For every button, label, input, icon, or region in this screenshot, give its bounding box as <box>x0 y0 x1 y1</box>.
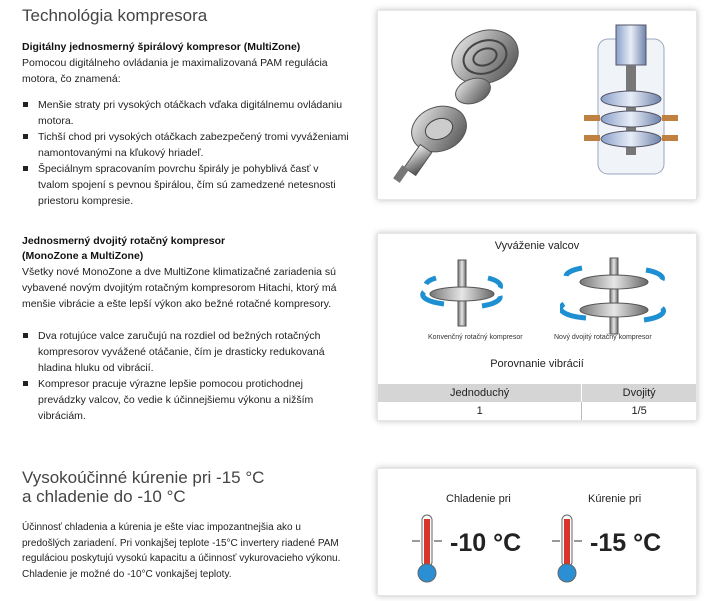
double-caption: Nový dvojitý rotačný kompresor <box>554 334 652 341</box>
vibration-table <box>378 384 696 420</box>
cooling-value: -10 °C <box>450 529 522 557</box>
double-compressor-diagram <box>560 254 670 339</box>
list-item: Dva rotujúce valce zaručujú na rozdiel od bežných rotačných kompresorov vyvážené otáčanie, čím je drasticky redukovaná hladina hluku od vibrácií. <box>22 328 352 376</box>
section1-subtitle: Digitálny jednosmerný špirálový kompresor (MultiZone) <box>22 41 301 53</box>
compressor-images-box <box>377 10 697 200</box>
conventional-caption: Konvenčný rotačný kompresor <box>428 334 523 341</box>
heating-label: Kúrenie pri <box>588 493 642 505</box>
balance-title: Vyváženie valcov <box>494 240 580 252</box>
list-item: Špeciálnym spracovaním povrchu špirály je pohyblivá časť v tvalom spojení s pevnou špirálou, čím sú zamedzené netesnosti priestoru kompresie. <box>22 161 352 209</box>
list-item: Menšie straty pri vysokých otáčkach vďaka digitálnemu ovládaniu motora. <box>22 97 352 129</box>
cooling-label: Chladenie pri <box>446 493 511 505</box>
section3-title <box>22 468 264 506</box>
vibration-compare-title: Porovnanie vibrácií <box>490 358 584 370</box>
section1-bullets <box>22 97 352 209</box>
cylinder-balance-box <box>377 233 697 421</box>
section2-bullets <box>22 328 352 424</box>
section1-intro: Pomocou digitálneho ovládania je maximalizovaná PAM regulácia motora, čo znamená: <box>22 57 328 85</box>
temperature-box <box>377 468 697 596</box>
table-cell: 1/5 <box>631 405 647 417</box>
section2-subtitle: Jednosmerný dvojitý rotačný kompresor (MonoZone a MultiZone) <box>22 235 226 262</box>
section3-title-line2: a chladenie do -10 °C <box>22 487 186 506</box>
section1-title: Technológia kompresora <box>22 6 208 25</box>
conventional-compressor-diagram <box>416 256 506 336</box>
table-cell: 1 <box>378 402 582 420</box>
thermometer-heat-icon <box>552 513 582 585</box>
section1-body <box>22 40 357 209</box>
section3-text: Účinnosť chladenia a kúrenia je ešte viac impozantnejšia ako u predošlých zariadení. Pri vonkajšej teplote -15°C invertery riadené PAM reguláciou poskytujú vysokú kapacitu a účinnosť vykurovacieho výkonu. Chladenie je možné do -10°C vonkajšej teploty. <box>22 522 341 580</box>
list-item: Kompresor pracuje výrazne lepšie pomocou protichodnej prevádzky valcov, čo vedie k účinnejšiemu výkonu a nižším vibráciám. <box>22 376 352 424</box>
scroll-compressor-image <box>393 21 543 191</box>
rotary-compressor-image <box>576 19 686 184</box>
table-header: Jednoduchý <box>378 384 582 402</box>
table-row <box>378 402 696 420</box>
section3-title-line1: Vysokoúčinné kúrenie pri -15 °C <box>22 468 265 487</box>
list-item: Tichší chod pri vysokých otáčkach zabezpečený tromi vyváženiami namontovanými na kľukový hriadeľ. <box>22 129 352 161</box>
thermometer-cool-icon <box>412 513 442 585</box>
table-header: Dvojitý <box>582 384 696 402</box>
heating-value: -15 °C <box>590 529 662 557</box>
section2-body <box>22 234 357 424</box>
section2-intro: Všetky nové MonoZone a dve MultiZone klimatizačné zariadenia sú vybavené novým dvojitým rotačným kompresorom Hitachi, ktorý má menšie vibrácie a ešte lepší výkon ako bežné rotačné kompresory. <box>22 266 337 310</box>
